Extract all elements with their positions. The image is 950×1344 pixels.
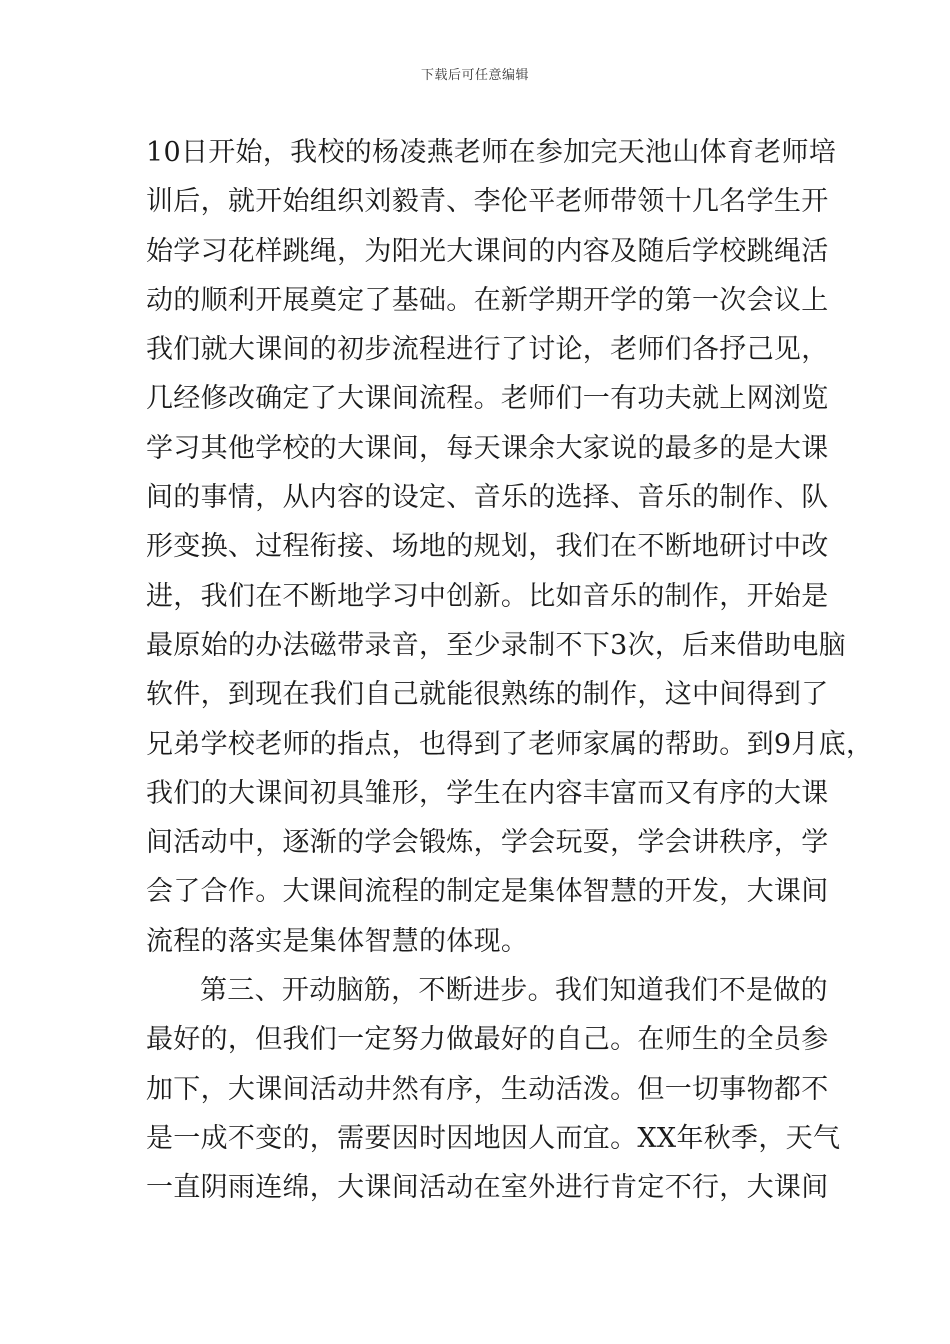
text-line: 流程的落实是集体智慧的体现。 (146, 925, 529, 957)
text-line: 间的事情，从内容的设定、音乐的选择、音乐的制作、队 (146, 482, 829, 514)
text-line: 训后，就开始组织刘毅青、李伦平老师带领十几名学生开 (146, 186, 829, 218)
document-body (146, 128, 874, 1213)
text-line-indented: 第三、开动脑筋，不断进步。我们知道我们不是做的 (200, 975, 828, 1007)
text-line: 进，我们在不断地学习中创新。比如音乐的制作，开始是 (146, 580, 829, 612)
text-line: 是一成不变的，需要因时因地因人而宜。XX年秋季，天气 (146, 1122, 841, 1154)
text-line: 软件，到现在我们自己就能很熟练的制作，这中间得到了 (146, 679, 829, 711)
text-line: 学习其他学校的大课间，每天课余大家说的最多的是大课 (146, 432, 829, 464)
text-line: 10日开始，我校的杨凌燕老师在参加完天池山体育老师培 (146, 137, 837, 168)
text-line: 我们的大课间初具雏形，学生在内容丰富而又有序的大课 (146, 777, 829, 809)
text-line: 始学习花样跳绳，为阳光大课间的内容及随后学校跳绳活 (146, 235, 829, 267)
text-line: 间活动中，逐渐的学会锻炼，学会玩耍，学会讲秩序，学 (146, 827, 829, 859)
text-line: 会了合作。大课间流程的制定是集体智慧的开发，大课间 (146, 876, 829, 908)
text-line: 几经修改确定了大课间流程。老师们一有功夫就上网浏览 (146, 383, 829, 415)
text-line: 加下，大课间活动井然有序，生动活泼。但一切事物都不 (146, 1073, 829, 1105)
text-line: 一直阴雨连绵，大课间活动在室外进行肯定不行，大课间 (146, 1172, 829, 1204)
text-line: 动的顺利开展奠定了基础。在新学期开学的第一次会议上 (146, 284, 829, 316)
text-line: 最好的，但我们一定努力做最好的自己。在师生的全员参 (146, 1024, 829, 1056)
paragraph-1 (146, 128, 874, 966)
text-line: 最原始的办法磁带录音，至少录制不下3次，后来借助电脑 (146, 629, 846, 661)
page-header: 下载后可任意编辑 (420, 68, 529, 83)
text-line: 兄弟学校老师的指点，也得到了老师家属的帮助。到9月底， (146, 728, 874, 760)
text-line: 形变换、过程衔接、场地的规划，我们在不断地研讨中改 (146, 531, 829, 563)
paragraph-2 (146, 966, 841, 1212)
text-line: 我们就大课间的初步流程进行了讨论，老师们各抒己见， (146, 334, 829, 366)
